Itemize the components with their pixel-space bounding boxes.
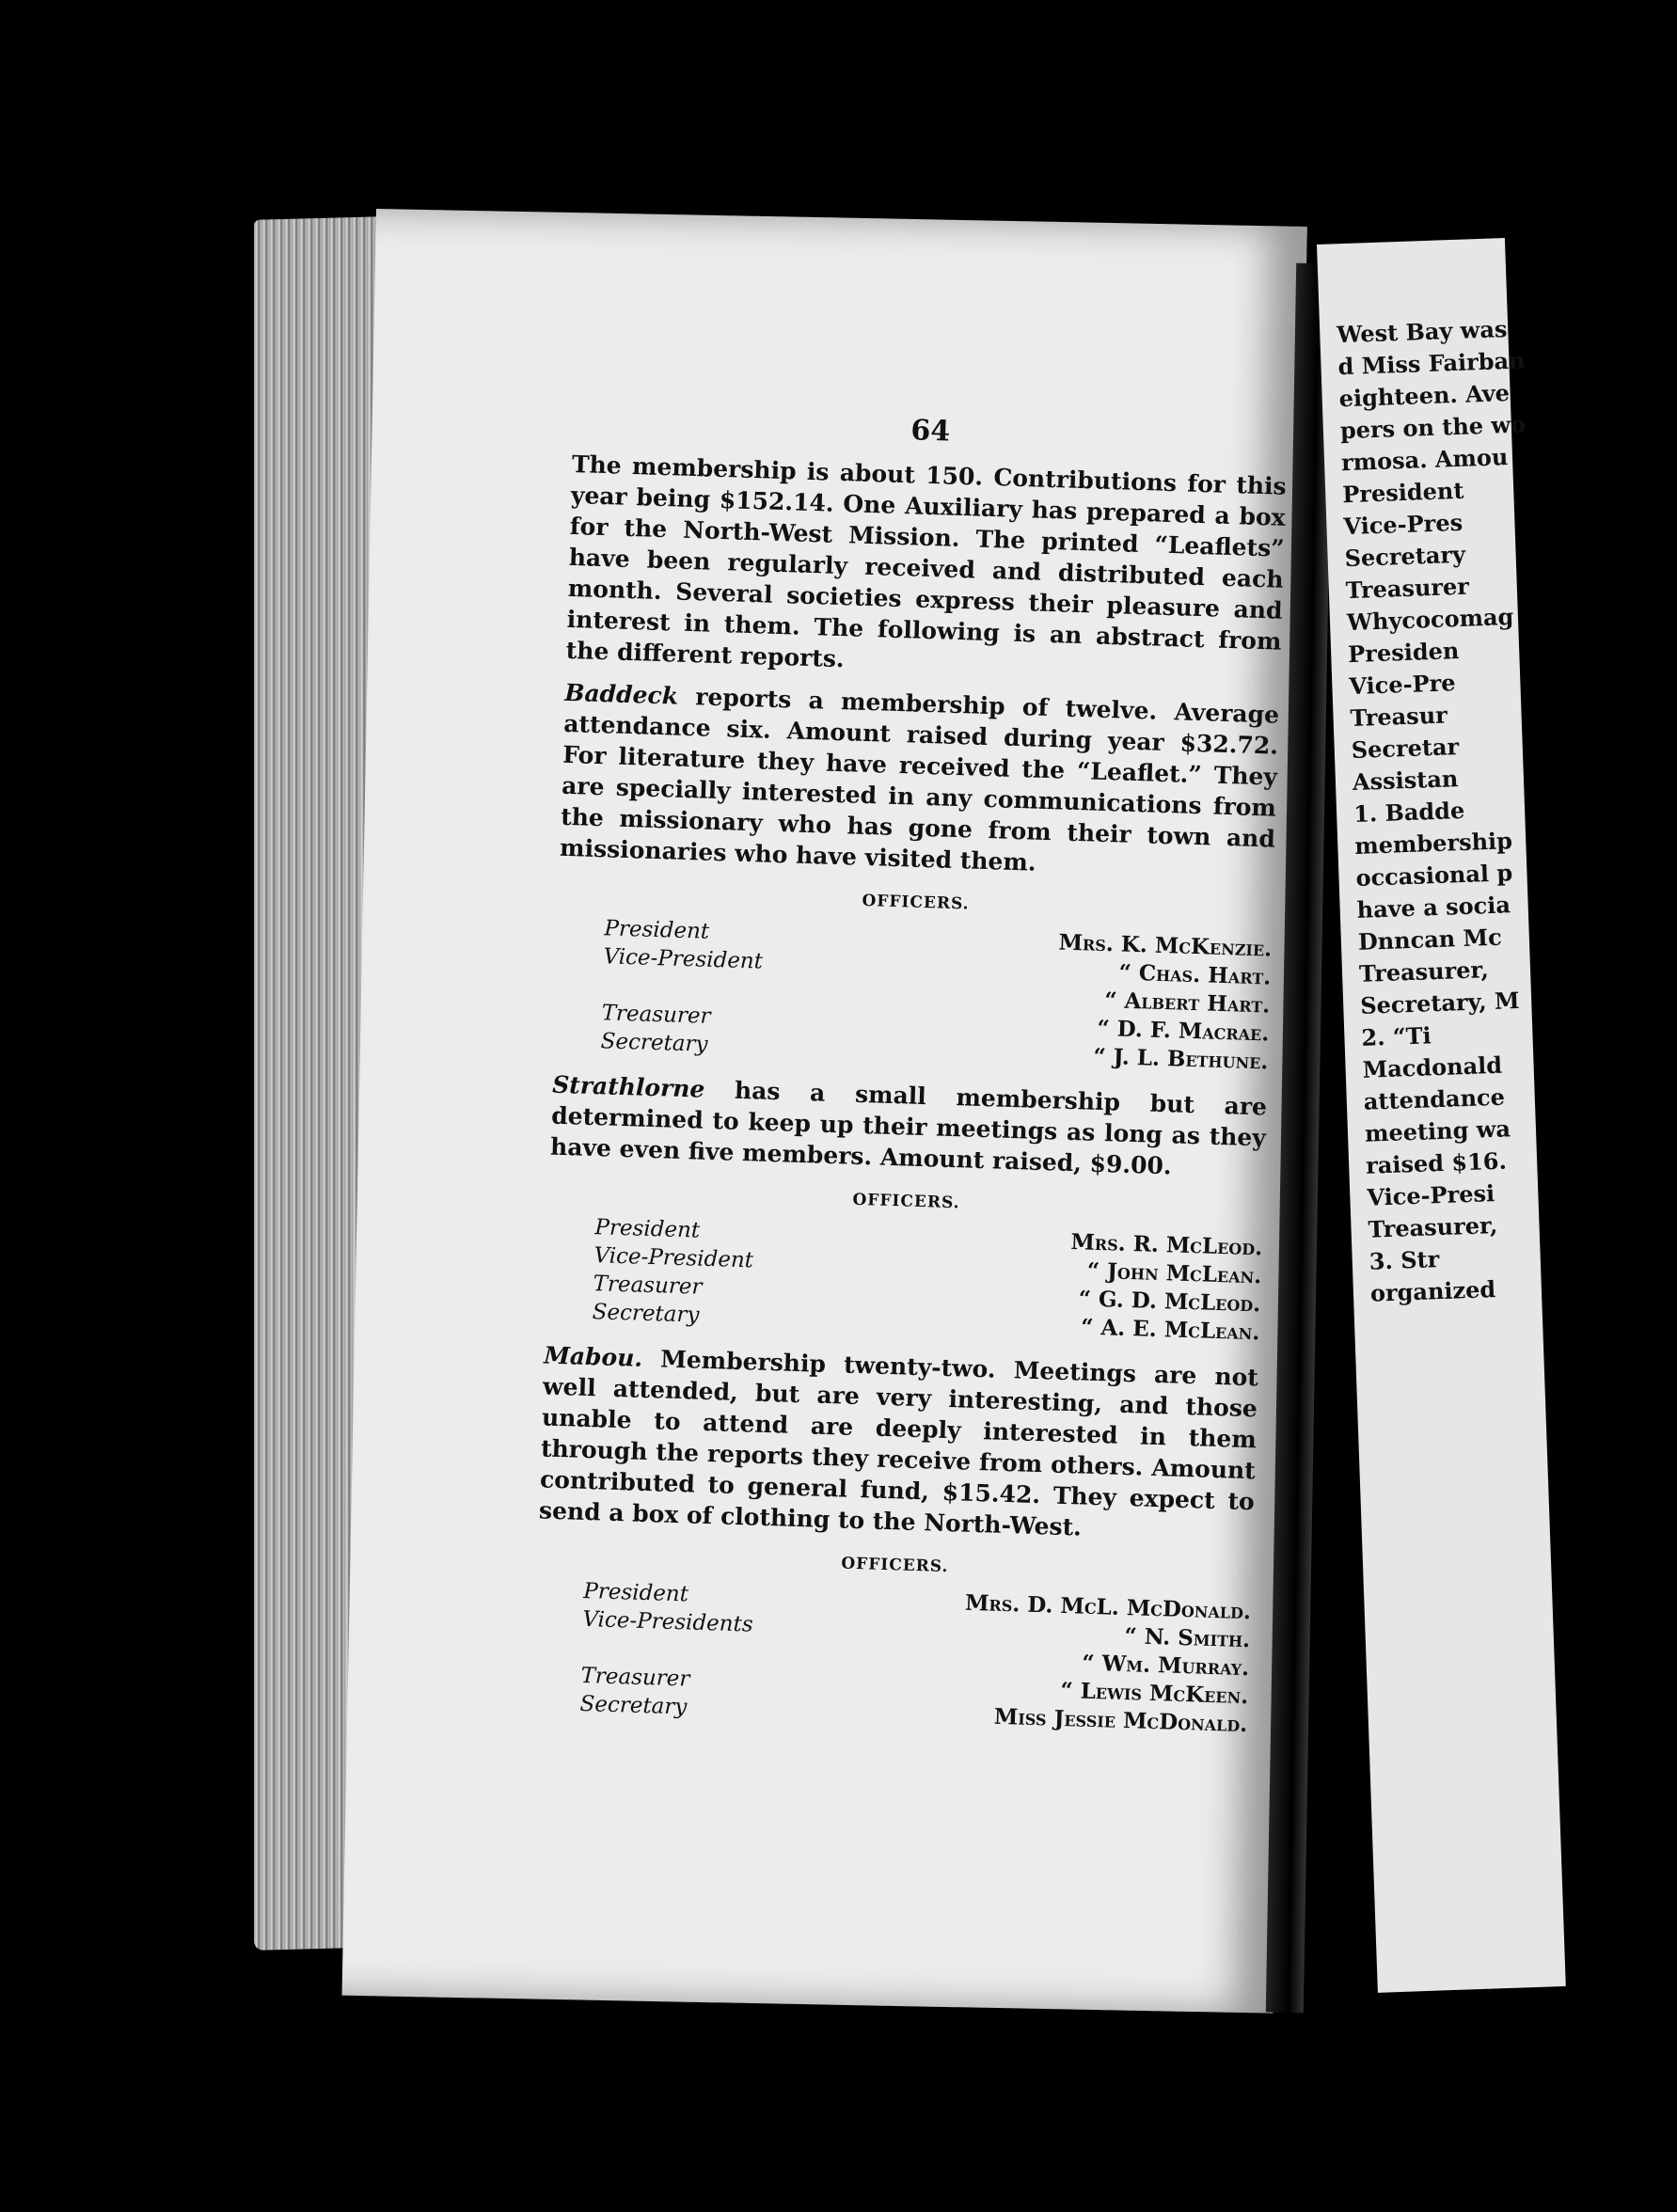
right-page-line: membership — [1353, 827, 1513, 860]
officer-role: Vice-Presidents — [582, 1606, 754, 1637]
officer-name: Mrs. K. McKenzie. — [1058, 929, 1273, 962]
officer-role: Treasurer — [601, 1001, 711, 1029]
officer-name: Miss Jessie McDonald. — [993, 1703, 1248, 1738]
intro-paragraph: The membership is about 150. Contributions for this year being $152.14. One Auxiliary has prepared a box for the North-West Mission. The printed “Leaflets” have been regularly received and distributed each month. Several societies express their pleasure and interest in them. The following is an abstract from the different reports. — [565, 450, 1288, 673]
officer-name: Mrs. R. McLeod. — [1070, 1229, 1263, 1261]
mabou-paragraph — [539, 1340, 1259, 1549]
right-page-line: attendance — [1363, 1082, 1506, 1115]
right-page-line: raised $16. — [1365, 1146, 1508, 1179]
right-page-line: Treasurer, — [1368, 1210, 1498, 1243]
strathlorne-lead: Strathlorne — [551, 1070, 705, 1103]
right-page-line: Treasurer — [1345, 572, 1470, 605]
baddeck-text: reports a membership of twelve. Average attendance six. Amount raised during year $32.72. For literature they have received the “Leaflet.” They are specially interested in any communications from the missionary who has gone from their town and missionaries who have visited them. — [559, 682, 1280, 877]
right-page-line: Secretary, M — [1359, 986, 1521, 1019]
right-page-line: eighteen. Ave — [1338, 378, 1511, 413]
page-number: 64 — [910, 414, 951, 449]
right-page-line: rmosa. Amou — [1340, 443, 1509, 477]
officers-heading: OFFICERS. — [862, 891, 970, 914]
officer-name: “ J. L. Bethune. — [1093, 1043, 1269, 1075]
strathlorne-section — [545, 1069, 1267, 1348]
officer-role: President — [604, 916, 710, 944]
right-page-line: 2. “Ti — [1360, 1021, 1432, 1051]
officer-name: “ Wm. Murray. — [1081, 1650, 1250, 1682]
officer-role: President — [594, 1215, 701, 1243]
right-page-line: President — [1341, 476, 1464, 509]
officer-name: Mrs. D. McL. McDonald. — [964, 1589, 1252, 1625]
strathlorne-text: has a small membership but are determined to keep up their meetings as long as they have even five members. Amount raised, $9.00. — [549, 1075, 1268, 1180]
officer-name: “ John McLean. — [1086, 1257, 1262, 1289]
right-page-line: occasional p — [1355, 859, 1513, 892]
right-page-line: Treasur — [1350, 701, 1448, 733]
officer-name: “ Albert Hart. — [1103, 988, 1271, 1019]
baddeck-section — [553, 677, 1279, 1077]
mabou-section — [532, 1340, 1258, 1740]
officer-role — [602, 971, 603, 999]
officer-role: Vice-President — [593, 1243, 754, 1273]
officer-role: Treasurer — [593, 1272, 703, 1300]
officer-name: “ A. E. McLean. — [1080, 1314, 1260, 1346]
right-page-line: Dnncan Mc — [1357, 923, 1503, 956]
officer-name: “ G. D. McLeod. — [1078, 1286, 1261, 1318]
mabou-lead: Mabou. — [543, 1341, 643, 1372]
officer-role — [581, 1634, 582, 1662]
right-page-line: organized — [1369, 1275, 1496, 1307]
right-page-line: Assistan — [1352, 765, 1459, 797]
baddeck-paragraph — [560, 677, 1280, 886]
right-page — [1317, 238, 1566, 1993]
right-page-line: pers on the wo — [1339, 410, 1527, 445]
right-page-line: Secretar — [1351, 733, 1460, 765]
mabou-text: Membership twenty-two. Meetings are not well attended, but are very interesting, and those unable to attend are deeply interested in them through the reports they receive from others. Amount contributed to general fund, $15.42. They expect to send a box of clothing to the North-West. — [538, 1344, 1259, 1541]
officer-name: “ N. Smith. — [1124, 1623, 1251, 1653]
officer-name: “ Chas. Hart. — [1118, 959, 1272, 990]
officer-role: President — [582, 1578, 689, 1607]
right-page-line: Vice-Pres — [1342, 508, 1463, 541]
officer-role: Secretary — [600, 1029, 708, 1057]
right-page-line: Presiden — [1347, 636, 1460, 669]
page-text — [532, 404, 1289, 1754]
officer-role: Treasurer — [580, 1663, 690, 1692]
right-page-line: 1. Badde — [1353, 796, 1465, 828]
officers-list — [553, 913, 1272, 1077]
officer-role: Vice-President — [603, 944, 764, 974]
right-page-line: meeting wa — [1364, 1114, 1511, 1147]
officers-heading: OFFICERS. — [841, 1554, 949, 1577]
right-page-text — [1337, 309, 1653, 1310]
officers-heading: OFFICERS. — [852, 1190, 960, 1213]
right-page-line: Vice-Presi — [1366, 1179, 1495, 1211]
officer-name: “ Lewis McKeen. — [1060, 1677, 1249, 1710]
right-page-line: d Miss Fairban — [1337, 346, 1526, 381]
right-page-line: 3. Str — [1368, 1245, 1440, 1275]
officers-list — [545, 1212, 1262, 1348]
right-page-line: West Bay was — [1336, 315, 1508, 349]
right-page-line: Whycocomag — [1346, 602, 1514, 637]
officer-name: “ D. F. Macrae. — [1097, 1015, 1270, 1047]
officer-role: Secretary — [592, 1300, 700, 1328]
right-page-line: have a socia — [1356, 891, 1511, 924]
strathlorne-paragraph — [550, 1069, 1268, 1185]
right-page-line: Macdonald — [1362, 1051, 1503, 1083]
right-page-line: Treasurer, — [1358, 956, 1490, 988]
officers-list — [532, 1575, 1251, 1739]
right-page-line: Vice-Pre — [1348, 669, 1456, 701]
baddeck-lead: Baddeck — [563, 678, 679, 710]
officer-role: Secretary — [579, 1691, 688, 1720]
right-page-line: Secretary — [1344, 540, 1466, 573]
